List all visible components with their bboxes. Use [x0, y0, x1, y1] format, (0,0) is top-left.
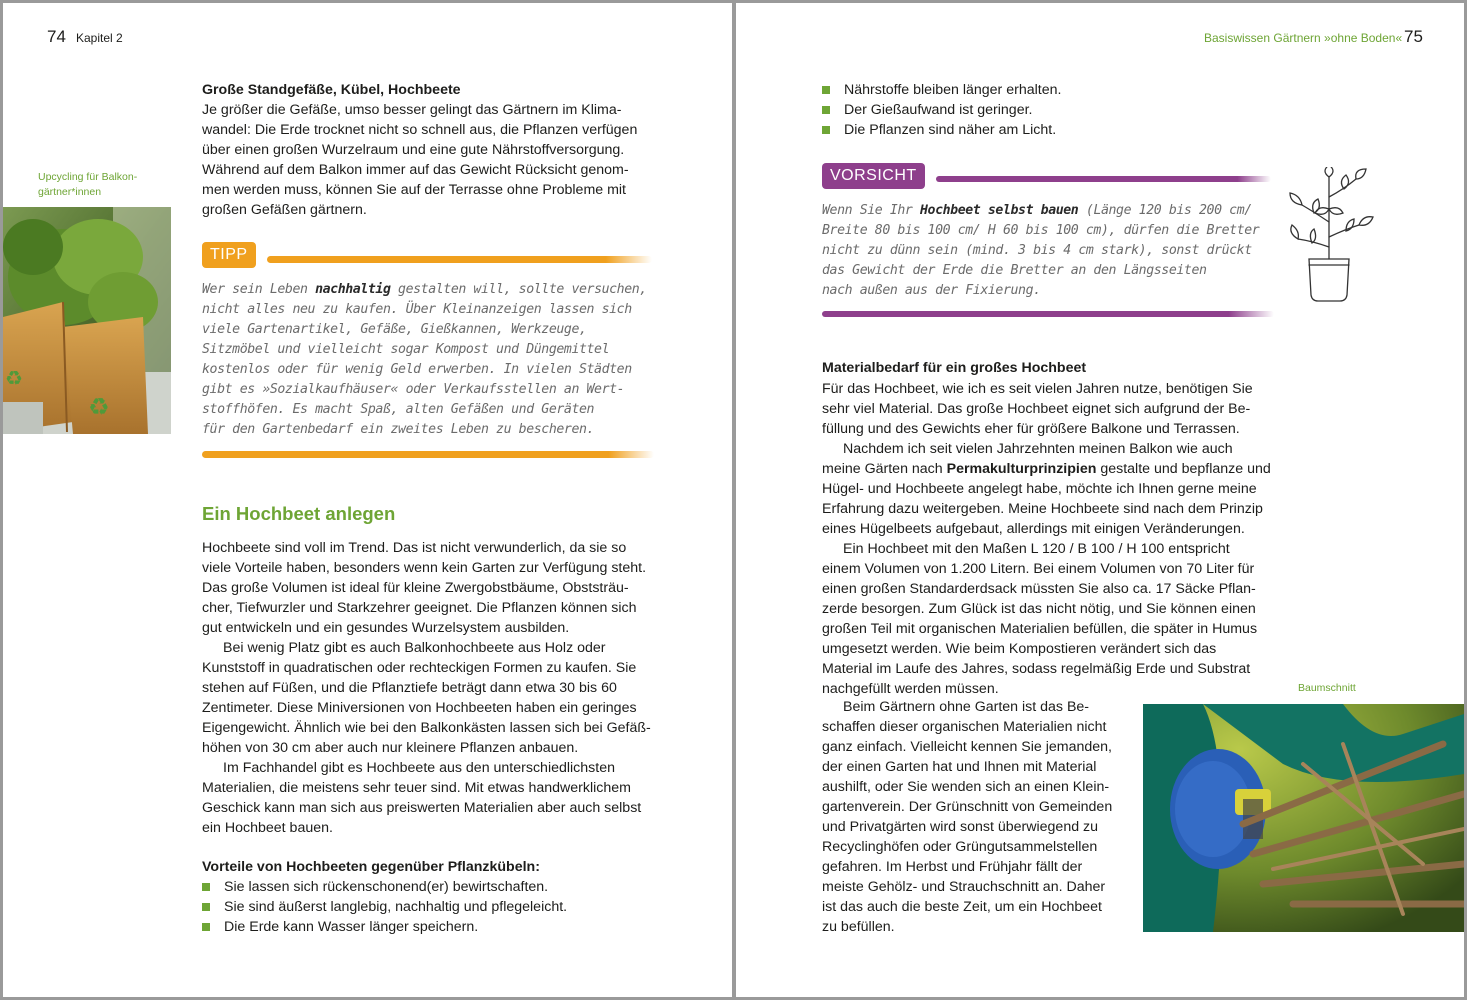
text-line: gut entwickeln und ein gesundes Wurzelsystem ausbilden.: [202, 620, 570, 636]
text-line: nicht zu dünn sein (mind. 3 bis 4 cm stark), sonst drückt: [822, 243, 1252, 258]
text-line: gefahren. Im Herbst und Frühjahr fällt der: [822, 859, 1083, 875]
text-line: Während auf dem Balkon immer auf das Gewicht Rücksicht genom-: [202, 162, 629, 178]
text-line: cher, Tiefwurzler und Starkzehrer geeignet. Die Pflanzen können sich: [202, 600, 637, 616]
text-line: Hochbeete sind voll im Trend. Das ist nicht verwunderlich, da sie so: [202, 540, 627, 556]
list-item-text: Sie sind äußerst langlebig, nachhaltig und pflegeleicht.: [224, 899, 568, 915]
list-item-text: Nährstoffe bleiben länger erhalten.: [844, 82, 1062, 98]
text-line: Eigengewicht. Ähnlich wie bei den Balkonkästen lassen sich bei Gefäß-: [202, 720, 651, 736]
pruning-photo-image: [1143, 704, 1464, 932]
text-line: aushilft, oder Sie wenden sich an einen Klein-: [822, 779, 1110, 795]
potted-plant-icon: [1284, 167, 1374, 305]
list-item-text: Die Pflanzen sind näher am Licht.: [844, 122, 1057, 138]
left-page: [3, 3, 732, 997]
advantages-list: [202, 877, 682, 937]
list-item: [822, 120, 1322, 140]
text-line: [822, 459, 1292, 479]
tip-brush-top: [267, 256, 652, 263]
text-line: gibt es »Sozialkaufhäuser« oder Verkaufsstellen an Wert-: [202, 382, 625, 397]
text-line: Geschick kann man sich aus preiswerten Materialien aber auch selbst: [202, 800, 642, 816]
text-line: zerde besorgen. Zum Glück ist das nicht nötig, und Sie können einen: [822, 601, 1256, 617]
text-line: eines Hügelbeets aufgebaut, allerdings mit einigen Veränderungen.: [822, 521, 1245, 537]
text-line: gartenverein. Der Grünschnitt von Gemeinden: [822, 799, 1113, 815]
text-line: nicht alles neu zu kaufen. Über Kleinanzeigen lassen sich: [202, 302, 632, 317]
list-item: [202, 877, 682, 897]
section-body: [202, 538, 682, 838]
caution-text: [822, 201, 1272, 301]
material-heading: Materialbedarf für ein großes Hochbeet: [822, 360, 1087, 376]
text-line: stehen auf Füßen, und die Pflanztiefe beträgt dann etwa 30 bis 60: [202, 680, 617, 696]
text-line: Ein Hochbeet mit den Maßen L 120 / B 100 / H 100 entspricht: [843, 541, 1230, 557]
text-line: ein Hochbeet bauen.: [202, 820, 333, 836]
text-line: Im Fachhandel gibt es Hochbeete aus den unterschiedlichsten: [223, 760, 615, 776]
text-line: kostenlos oder für wenig Geld erwerben. In vielen Städten: [202, 362, 632, 377]
list-item-text: Sie lassen sich rückenschonend(er) bewirtschaften.: [224, 879, 549, 895]
text-line: einem Volumen von 1.200 Litern. Bei einem Volumen von 70 Liter für: [822, 561, 1255, 577]
text-span: gestalten will, sollte versuchen,: [390, 282, 647, 297]
upcycling-photo-image: [3, 207, 171, 434]
text-line: Materialien, die meistens sehr teuer sind. Mit etwas handwerklichem: [202, 780, 631, 796]
text-span: Wer sein Leben: [202, 282, 316, 297]
list-item-text: Der Gießaufwand ist geringer.: [844, 102, 1033, 118]
tip-brush-bottom: [202, 451, 654, 458]
photo-caption-right: Baumschnitt: [1298, 682, 1356, 694]
text-line: Je größer die Gefäße, umso besser gelingt das Gärtnern im Klima-: [202, 102, 622, 118]
intro-block: [202, 80, 682, 220]
right-page: [736, 3, 1464, 997]
list-item: [822, 80, 1322, 100]
advantages-heading: Vorteile von Hochbeeten gegenüber Pflanzkübeln:: [202, 859, 540, 875]
text-line: ganz einfach. Vielleicht kennen Sie jemanden,: [822, 739, 1112, 755]
text-line: füllung und des Gewichts eher für größere Balkone und Terrassen.: [822, 421, 1240, 437]
emphasis: nachhaltig: [315, 282, 391, 297]
bullet-icon: [202, 923, 210, 931]
text-line: Beim Gärtnern ohne Garten ist das Be-: [843, 699, 1090, 715]
list-item: [202, 897, 682, 917]
chapter-label: Kapitel 2: [76, 31, 123, 45]
text-line: sehr viel Material. Das große Hochbeet eignet sich aufgrund der Be-: [822, 401, 1251, 417]
caution-brush-top: [936, 176, 1271, 182]
text-span: (Länge 120 bis 200 cm/: [1078, 203, 1252, 218]
photo-caption-left: [38, 170, 137, 200]
text-line: [822, 201, 1272, 221]
page-number-right: 75: [1404, 27, 1423, 46]
text-span: Wenn Sie Ihr: [822, 203, 921, 218]
bullet-icon: [822, 106, 830, 114]
material-body-narrow: [822, 697, 1132, 937]
text-span: meine Gärten nach: [822, 461, 947, 477]
tip-text: [202, 280, 672, 440]
bullet-icon: [202, 883, 210, 891]
text-line: und Privatgärten wird sonst überwiegend zu: [822, 819, 1099, 835]
bullet-icon: [202, 903, 210, 911]
text-line: nach außen aus der Fixierung.: [822, 283, 1041, 298]
list-item: [202, 917, 682, 937]
text-line: Erfahrung dazu weitergeben. Meine Hochbeete sind nach dem Prinzip: [822, 501, 1263, 517]
caution-brush-bottom: [822, 311, 1274, 317]
intro-heading: Große Standgefäße, Kübel, Hochbeete: [202, 82, 461, 98]
benefit-list: [822, 80, 1322, 140]
upcycling-photo: [3, 207, 171, 434]
text-line: wandel: Die Erde trocknet nicht so schnell aus, die Pflanzen verfügen: [202, 122, 638, 138]
text-line: schaffen dieser organischen Materialien nicht: [822, 719, 1107, 735]
caption-line: gärtner*innen: [38, 186, 102, 198]
pruning-photo: [1143, 704, 1464, 932]
text-line: Zentimeter. Diese Miniversionen von Hochbeeten haben ein geringes: [202, 700, 637, 716]
text-line: [202, 280, 672, 300]
text-line: men werden muss, können Sie auf der Terrasse ohne Probleme mit: [202, 182, 627, 198]
text-line: Für das Hochbeet, wie ich es seit vielen Jahren nutze, benötigen Sie: [822, 381, 1253, 397]
caution-badge: VORSICHT: [822, 163, 925, 189]
text-line: meiste Gehölz- und Strauchschnitt an. Daher: [822, 879, 1106, 895]
text-span: gestalte und bepflanze und: [1096, 461, 1271, 477]
text-line: viele Vorteile haben, besonders wenn kein Garten zur Verfügung steht.: [202, 560, 647, 576]
svg-text:♻: ♻: [5, 366, 23, 390]
running-head: Basiswissen Gärtnern »ohne Boden«: [1204, 31, 1403, 45]
text-line: höhen von 30 cm aber auch nur kleinere Pflanzen anbauen.: [202, 740, 579, 756]
material-body: [822, 379, 1292, 699]
text-line: Recyclinghöfen oder Grüngutsammelstellen: [822, 839, 1098, 855]
text-line: Kunststoff in quadratischen oder rechteckigen Formen zu kaufen. Sie: [202, 660, 637, 676]
emphasis: Hochbeet selbst bauen: [920, 203, 1079, 218]
svg-text:♻: ♻: [88, 393, 110, 421]
text-line: viele Gartenartikel, Gefäße, Gießkannen, Werkzeuge,: [202, 322, 587, 337]
text-line: Breite 80 bis 100 cm/ H 60 bis 100 cm), dürfen die Bretter: [822, 223, 1260, 238]
text-line: über einen großen Wurzelraum und eine gute Nährstoffversorgung.: [202, 142, 625, 158]
text-line: Bei wenig Platz gibt es auch Balkonhochbeete aus Holz oder: [223, 640, 606, 656]
text-line: Hügel- und Hochbeete angelegt habe, möchte ich Ihnen gerne meine: [822, 481, 1257, 497]
bullet-icon: [822, 126, 830, 134]
text-line: einen großen Standarderdsack müssten Sie also ca. 17 Säcke Pflan-: [822, 581, 1256, 597]
page-number-left: 74: [47, 27, 66, 46]
text-line: Material im Laufe des Jahres, sodass regelmäßig Erde und Substrat: [822, 661, 1251, 677]
text-line: der einen Garten hat und Ihnen mit Material: [822, 759, 1097, 775]
text-line: ist das auch die beste Zeit, um ein Hochbeet: [822, 899, 1102, 915]
text-line: stoffhöfen. Es macht Spaß, alten Gefäßen und Geräten: [202, 402, 595, 417]
text-line: Sitzmöbel und vielleicht sogar Kompost und Düngemittel: [202, 342, 610, 357]
bullet-icon: [822, 86, 830, 94]
text-line: Das große Volumen ist ideal für kleine Zwergobstbäume, Obststräu-: [202, 580, 629, 596]
section-title: Ein Hochbeet anlegen: [202, 503, 396, 524]
emphasis: Permakulturprinzipien: [946, 461, 1097, 477]
list-item-text: Die Erde kann Wasser länger speichern.: [224, 919, 479, 935]
text-line: zu befüllen.: [822, 919, 895, 935]
text-line: umgesetzt werden. Wie beim Kompostieren verändert sich das: [822, 641, 1217, 657]
text-line: das Gewicht der Erde die Bretter an den Längsseiten: [822, 263, 1207, 278]
text-line: großen Teil mit organischen Materialien befüllen, die später in Humus: [822, 621, 1258, 637]
text-line: nachgefüllt werden müssen.: [822, 681, 999, 697]
tip-badge: TIPP: [202, 242, 256, 268]
text-line: Nachdem ich seit vielen Jahrzehnten meinen Balkon wie auch: [843, 441, 1233, 457]
caption-line: Upcycling für Balkon-: [38, 171, 138, 183]
text-line: für den Gartenbedarf ein zweites Leben zu bescheren.: [202, 422, 595, 437]
list-item: [822, 100, 1322, 120]
text-line: großen Gefäßen gärtnern.: [202, 202, 367, 218]
